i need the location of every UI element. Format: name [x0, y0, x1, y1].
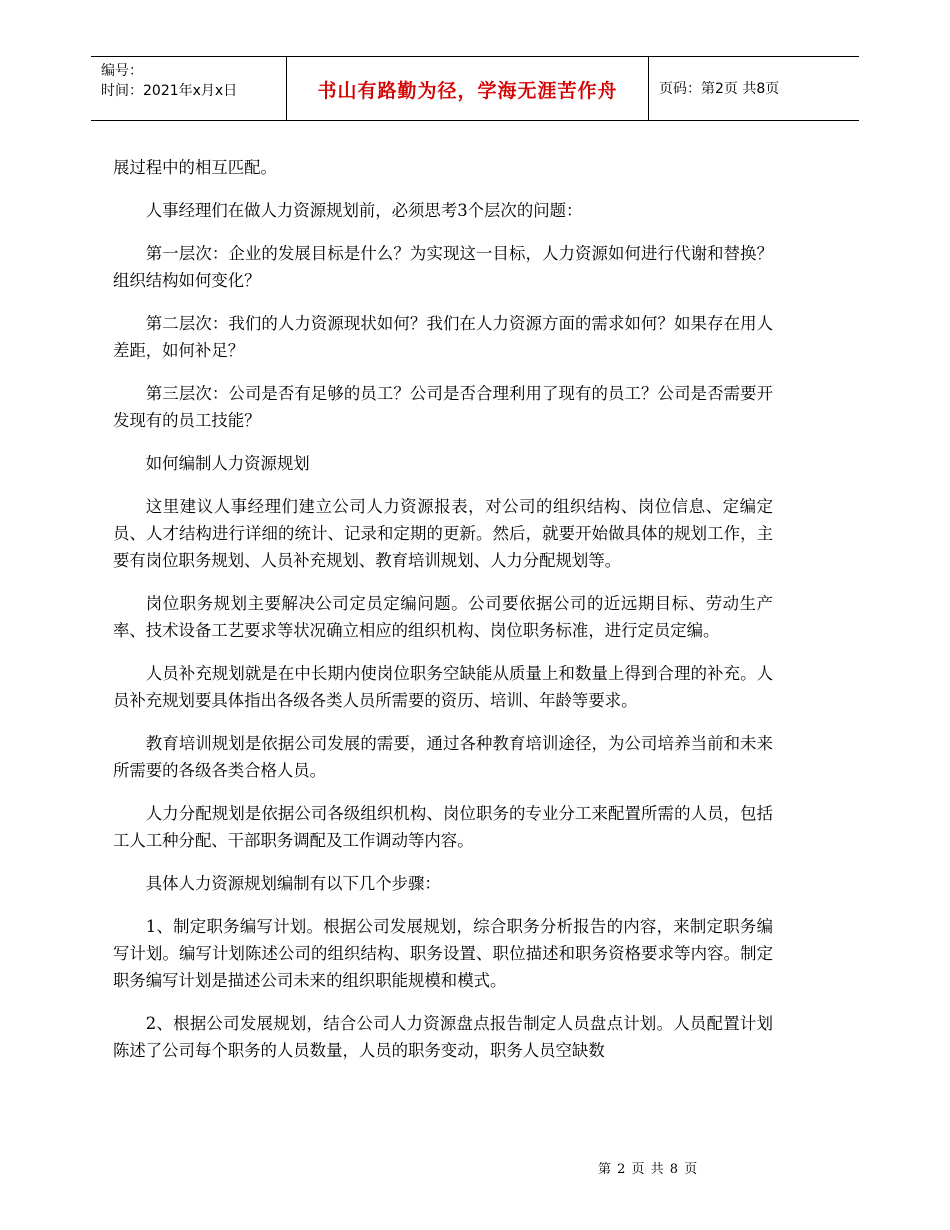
header-motto: 书山有路勤为径，学海无涯苦作舟 [317, 79, 618, 102]
paragraph: 第一层次：企业的发展目标是什么？为实现这一目标，人力资源如何进行代谢和替换？组织结构如何变化？ [113, 244, 773, 290]
paragraph: 人力分配规划是依据公司各级组织机构、岗位职务的专业分工来配置所需的人员，包括工人工种分配、干部职务调配及工作调动等内容。 [113, 804, 773, 850]
paragraph: 岗位职务规划主要解决公司定员定编问题。公司要依据公司的近远期目标、劳动生产率、技术设备工艺要求等状况确立相应的组织机构、岗位职务标准，进行定员定编。 [113, 594, 773, 640]
paragraph: 具体人力资源规划编制有以下几个步骤： [145, 874, 441, 893]
document-body [113, 154, 773, 1080]
document-number-label: 编号： [101, 63, 143, 79]
document-time-label: 时间：2021年x月x日 [101, 83, 238, 99]
paragraph: 第三层次：公司是否有足够的员工？公司是否合理利用了现有的员工？公司是否需要开发现有的员工技能？ [113, 384, 773, 430]
paragraph: 1、制定职务编写计划。根据公司发展规划，综合职务分析报告的内容，来制定职务编写计划。编写计划陈述公司的组织结构、职务设置、职位描述和职务资格要求等内容。制定职务编写计划是描述公司未来的组织职能规模和模式。 [113, 917, 773, 990]
paragraph: 教育培训规划是依据公司发展的需要，通过各种教育培训途径，为公司培养当前和未来所需要的各级各类合格人员。 [113, 734, 773, 780]
paragraph: 2、根据公司发展规划，结合公司人力资源盘点报告制定人员盘点计划。人员配置计划陈述了公司每个职务的人员数量，人员的职务变动，职务人员空缺数 [113, 1014, 773, 1060]
paragraph: 第二层次：我们的人力资源现状如何？我们在人力资源方面的需求如何？如果存在用人差距，如何补足？ [113, 314, 773, 360]
header-page-number: 页码：第2页 共8页 [659, 81, 780, 97]
header-motto-box [286, 57, 649, 121]
paragraph: 这里建议人事经理们建立公司人力资源报表，对公司的组织结构、岗位信息、定编定员、人才结构进行详细的统计、记录和定期的更新。然后，就要开始做具体的规划工作，主要有岗位职务规划、人员补充规划、教育培训规划、人力分配规划等。 [113, 497, 773, 570]
paragraph: 人事经理们在做人力资源规划前，必须思考3个层次的问题： [145, 201, 583, 220]
page-footer: 第 2 页 共 8 页 [598, 1162, 699, 1177]
section-heading: 如何编制人力资源规划 [145, 454, 310, 473]
paragraph-continuation: 展过程中的相互匹配。 [113, 158, 277, 177]
paragraph: 人员补充规划就是在中长期内使岗位职务空缺能从质量上和数量上得到合理的补充。人员补充规划要具体指出各级各类人员所需要的资历、培训、年龄等要求。 [113, 664, 773, 710]
page-header [91, 56, 859, 121]
header-meta [101, 61, 237, 101]
